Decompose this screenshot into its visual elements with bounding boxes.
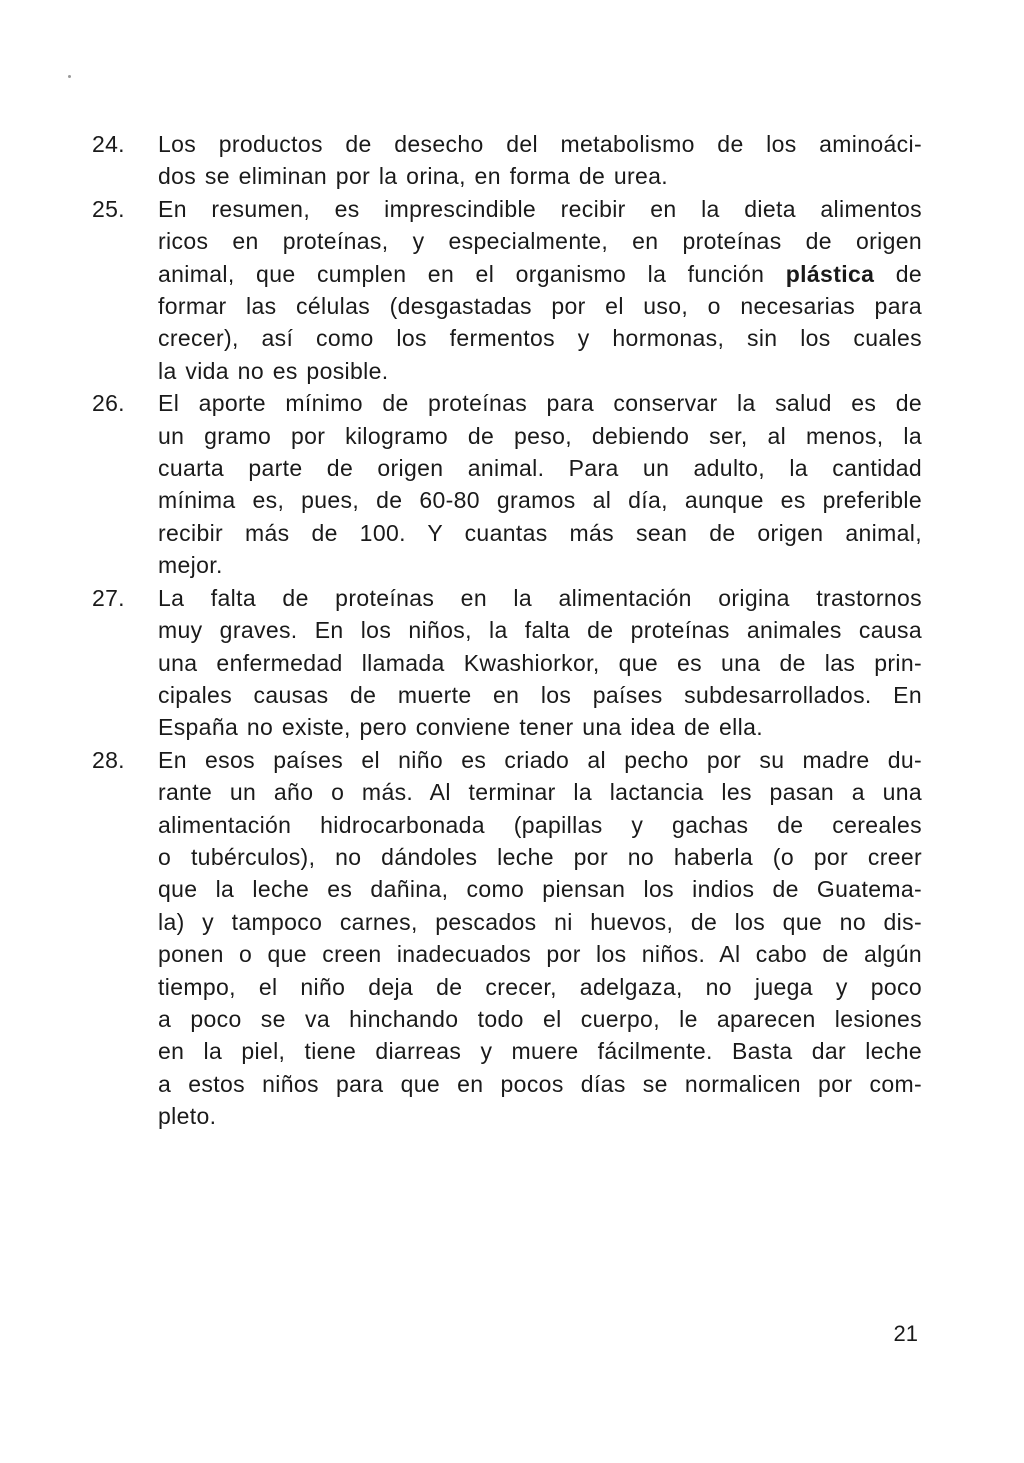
numbered-paragraph: [92, 193, 922, 387]
text-line: la) y tampoco carnes, pescados ni huevos, de los que no dis-: [158, 908, 922, 935]
text-line: animal, que cumplen en el organismo la función plástica de: [158, 260, 922, 287]
text-line: dos se eliminan por la orina, en forma de urea.: [158, 163, 669, 190]
text-line: un gramo por kilogramo de peso, debiendo ser, al menos, la: [158, 422, 922, 449]
numbered-paragraph: [92, 744, 922, 1133]
text-line: alimentación hidrocarbonada (papillas y gachas de cereales: [158, 811, 922, 838]
text-line: recibir más de 100. Y cuantas más sean de origen animal,: [158, 519, 922, 546]
paragraph-number: 25.: [92, 195, 125, 222]
text-line: El aporte mínimo de proteínas para conservar la salud es de: [158, 390, 922, 417]
text-line: cipales causas de muerte en los países subdesarrollados. En: [158, 681, 922, 708]
text-line: La falta de proteínas en la alimentación origina trastornos: [158, 584, 922, 611]
text-line: la vida no es posible.: [158, 357, 389, 384]
text-line: rante un año o más. Al terminar la lactancia les pasan a una: [158, 779, 922, 806]
text-line: España no existe, pero conviene tener una idea de ella.: [158, 714, 763, 741]
text-line: En resumen, es imprescindible recibir en la dieta alimentos: [158, 195, 922, 222]
text-line: a estos niños para que en pocos días se normalicen por com-: [158, 1070, 922, 1097]
emphasis-plastica: plástica: [785, 260, 875, 287]
text-line: pleto.: [158, 1103, 217, 1130]
text-line: que la leche es dañina, como piensan los indios de Guatema-: [158, 876, 922, 903]
text-line: formar las células (desgastadas por el uso, o necesarias para: [158, 293, 922, 320]
text-line: tiempo, el niño deja de crecer, adelgaza, no juega y poco: [158, 973, 922, 1000]
text-line: mínima es, pues, de 60-80 gramos al día, aunque es preferible: [158, 487, 922, 514]
numbered-paragraph: [92, 387, 922, 581]
text-line: ricos en proteínas, y especialmente, en proteínas de origen: [158, 228, 922, 255]
page-body: [92, 128, 922, 1133]
paragraph-number: 24.: [92, 131, 125, 157]
text-line: cuarta parte de origen animal. Para un adulto, la cantidad: [158, 455, 922, 482]
page-number: 21: [893, 1321, 918, 1346]
text-line: una enfermedad llamada Kwashiorkor, que es una de las prin-: [158, 649, 922, 676]
paragraph-number: 27.: [92, 584, 125, 611]
scan-speck: [68, 75, 71, 78]
numbered-paragraph: [92, 582, 922, 744]
text-line: ponen o que creen inadecuados por los niños. Al cabo de algún: [158, 941, 922, 968]
text-line: a poco se va hinchando todo el cuerpo, le aparecen lesiones: [158, 1005, 922, 1032]
text-line: Los productos de desecho del metabolismo de los aminoáci-: [158, 131, 922, 157]
paragraph-number: 26.: [92, 390, 125, 417]
numbered-paragraph: [92, 128, 922, 193]
text-line: En esos países el niño es criado al pecho por su madre du-: [158, 746, 922, 773]
text-line: o tubérculos), no dándoles leche por no haberla (o por creer: [158, 843, 922, 870]
paragraph-number: 28.: [92, 746, 125, 773]
text-line: en la piel, tiene diarreas y muere fácilmente. Basta dar leche: [158, 1038, 922, 1065]
text-line: crecer), así como los fermentos y hormonas, sin los cuales: [158, 325, 922, 352]
text-line: mejor.: [158, 552, 223, 579]
text-line: muy graves. En los niños, la falta de proteínas animales causa: [158, 617, 922, 644]
